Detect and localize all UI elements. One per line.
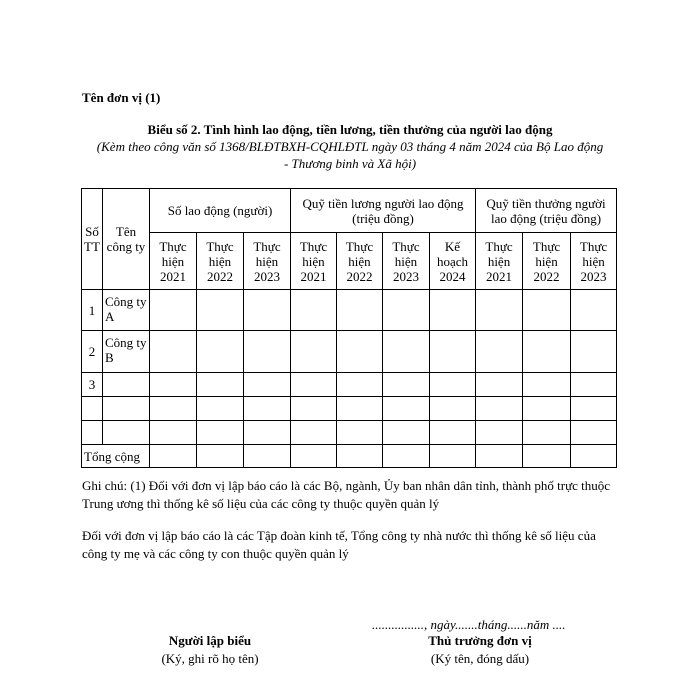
col-header-stt: Số TT <box>82 189 103 290</box>
table-cell[interactable] <box>523 290 571 331</box>
table-cell[interactable] <box>291 373 337 397</box>
report-table <box>81 188 617 468</box>
header-row-1 <box>82 189 617 233</box>
table-cell[interactable] <box>383 397 430 421</box>
table-cell[interactable] <box>244 373 291 397</box>
table-cell[interactable] <box>150 397 197 421</box>
table-cell[interactable] <box>291 421 337 445</box>
table-cell[interactable] <box>197 421 244 445</box>
table-cell[interactable] <box>244 397 291 421</box>
table-cell[interactable] <box>197 331 244 373</box>
table-cell[interactable] <box>244 290 291 331</box>
row-company: Công ty B <box>103 331 150 373</box>
preparer-hint: (Ký, ghi rõ họ tên) <box>161 651 259 666</box>
table-row <box>82 290 617 331</box>
total-label: Tổng cộng <box>82 445 150 468</box>
table-cell[interactable] <box>150 421 197 445</box>
sub-header-labor-2021: Thực hiện 2021 <box>150 233 197 290</box>
group-header-salary: Quỹ tiền lương người lao động (triệu đồng) <box>291 189 476 233</box>
head-signature-block <box>395 632 565 668</box>
table-cell[interactable] <box>430 445 476 468</box>
table-cell[interactable] <box>244 421 291 445</box>
row-stt: 2 <box>82 331 103 373</box>
table-cell[interactable] <box>197 373 244 397</box>
table-cell[interactable] <box>523 397 571 421</box>
preparer-signature-block <box>140 632 280 668</box>
table-cell[interactable] <box>430 421 476 445</box>
date-line: ................, ngày.......tháng......năm .... <box>372 617 566 632</box>
table-cell[interactable] <box>383 331 430 373</box>
table-cell[interactable] <box>150 373 197 397</box>
table-cell[interactable] <box>197 290 244 331</box>
form-subtitle <box>80 138 620 172</box>
sub-header-bonus-2021: Thực hiện 2021 <box>476 233 523 290</box>
table-cell[interactable] <box>291 445 337 468</box>
table-cell[interactable] <box>430 397 476 421</box>
table-cell[interactable] <box>337 445 383 468</box>
table-cell[interactable] <box>383 373 430 397</box>
table-cell[interactable] <box>244 445 291 468</box>
table-cell[interactable] <box>523 373 571 397</box>
table-cell[interactable] <box>523 331 571 373</box>
form-title: Biểu số 2. Tình hình lao động, tiền lương, tiền thưởng của người lao động <box>147 122 553 137</box>
table-cell[interactable] <box>430 290 476 331</box>
row-company <box>103 397 150 421</box>
table-cell[interactable] <box>523 445 571 468</box>
row-company <box>103 421 150 445</box>
table-cell[interactable] <box>150 290 197 331</box>
table-cell[interactable] <box>337 373 383 397</box>
group-header-labor: Số lao động (người) <box>150 189 291 233</box>
table-cell[interactable] <box>571 421 617 445</box>
group-header-bonus: Quỹ tiền thưởng người lao động (triệu đồng) <box>476 189 617 233</box>
table-cell[interactable] <box>476 331 523 373</box>
unit-name-label: Tên đơn vị (1) <box>82 90 161 105</box>
table-cell[interactable] <box>150 331 197 373</box>
table-cell[interactable] <box>383 445 430 468</box>
table-row <box>82 373 617 397</box>
head-hint: (Ký tên, đóng dấu) <box>430 651 530 666</box>
table-cell[interactable] <box>244 331 291 373</box>
table-cell[interactable] <box>571 373 617 397</box>
table-cell[interactable] <box>476 290 523 331</box>
row-company: Công ty A <box>103 290 150 331</box>
header-row-2 <box>82 233 617 290</box>
table-row <box>82 397 617 421</box>
table-cell[interactable] <box>523 421 571 445</box>
table-row <box>82 421 617 445</box>
table-cell[interactable] <box>430 331 476 373</box>
table-cell[interactable] <box>571 397 617 421</box>
table-cell[interactable] <box>291 397 337 421</box>
head-title: Thủ trưởng đơn vị <box>428 633 532 648</box>
row-stt <box>82 397 103 421</box>
sub-header-salary-2022: Thực hiện 2022 <box>337 233 383 290</box>
table-cell[interactable] <box>150 445 197 468</box>
sub-header-bonus-2022: Thực hiện 2022 <box>523 233 571 290</box>
sub-header-labor-2023: Thực hiện 2023 <box>244 233 291 290</box>
preparer-title: Người lập biểu <box>168 633 252 648</box>
table-cell[interactable] <box>571 445 617 468</box>
table-cell[interactable] <box>476 373 523 397</box>
subtitle-line-2: - Thương binh và Xã hội) <box>283 156 417 171</box>
table-cell[interactable] <box>571 331 617 373</box>
sub-header-salary-2021: Thực hiện 2021 <box>291 233 337 290</box>
note-1: Ghi chú: (1) Đối với đơn vị lập báo cáo là các Bộ, ngành, Ủy ban nhân dân tỉnh, thành phố trực thuộc Trung ương thì thống kê số liệu của các công ty thuộc quyền quản lý <box>82 478 611 511</box>
table-cell[interactable] <box>197 445 244 468</box>
total-row <box>82 445 617 468</box>
col-header-company: Tên công ty <box>103 189 150 290</box>
table-cell[interactable] <box>383 421 430 445</box>
subtitle-line-1: (Kèm theo công văn số 1368/BLĐTBXH-CQHLĐTL ngày 03 tháng 4 năm 2024 của Bộ Lao động <box>96 139 604 154</box>
table-cell[interactable] <box>476 397 523 421</box>
table-cell[interactable] <box>337 397 383 421</box>
row-company <box>103 373 150 397</box>
table-cell[interactable] <box>476 445 523 468</box>
table-cell[interactable] <box>337 421 383 445</box>
row-stt: 3 <box>82 373 103 397</box>
sub-header-labor-2022: Thực hiện 2022 <box>197 233 244 290</box>
note-2: Đối với đơn vị lập báo cáo là các Tập đoàn kinh tế, Tổng công ty nhà nước thì thống kê số liệu của công ty mẹ và các công ty con thuộc quyền quản lý <box>82 528 596 561</box>
table-row <box>82 331 617 373</box>
sub-header-salary-2023: Thực hiện 2023 <box>383 233 430 290</box>
table-cell[interactable] <box>337 290 383 331</box>
table-cell[interactable] <box>291 331 337 373</box>
table-cell[interactable] <box>571 290 617 331</box>
row-stt: 1 <box>82 290 103 331</box>
table-cell[interactable] <box>291 290 337 331</box>
table-cell[interactable] <box>197 397 244 421</box>
table-cell[interactable] <box>476 421 523 445</box>
table-cell[interactable] <box>383 290 430 331</box>
sub-header-salary-plan-2024: Kế hoạch 2024 <box>430 233 476 290</box>
row-stt <box>82 421 103 445</box>
sub-header-bonus-2023: Thực hiện 2023 <box>571 233 617 290</box>
table-cell[interactable] <box>337 331 383 373</box>
table-cell[interactable] <box>430 373 476 397</box>
